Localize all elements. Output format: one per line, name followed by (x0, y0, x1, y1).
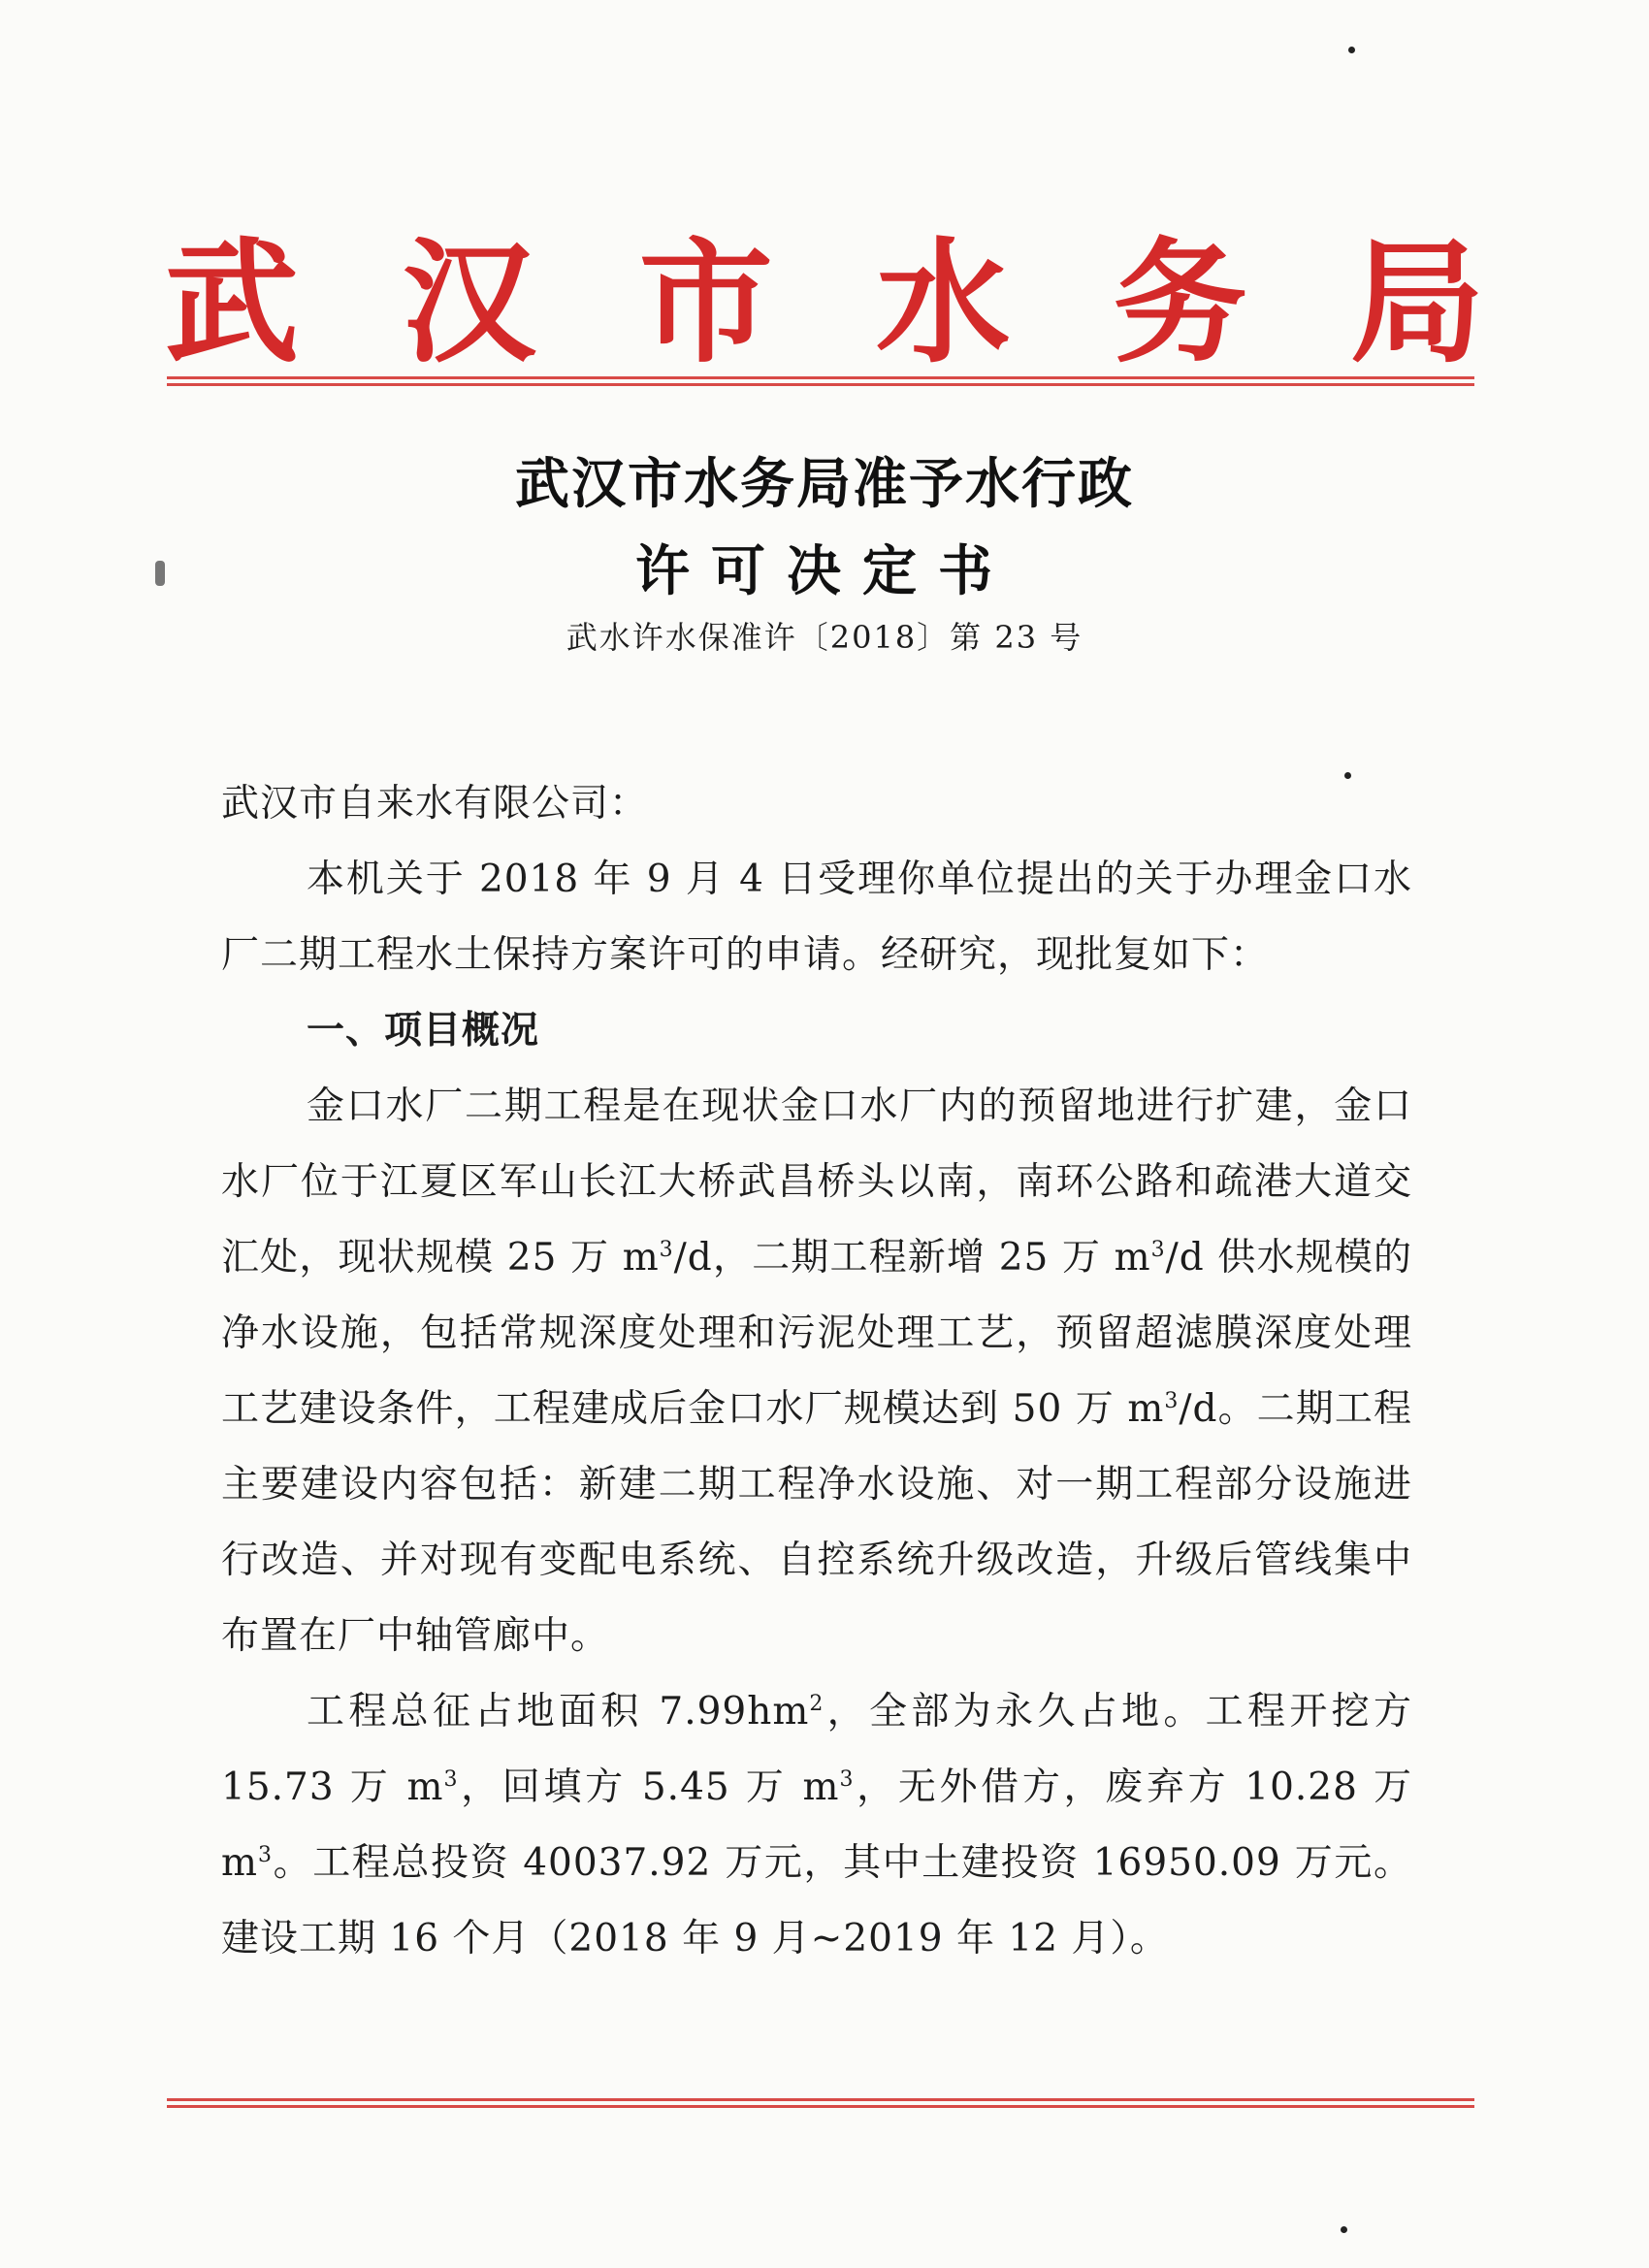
text-run: /d，二期工程新增 25 万 m (673, 1236, 1151, 1280)
letterhead-char: 市 (638, 225, 773, 381)
text-run: ，回填方 5.45 万 m (458, 1766, 840, 1809)
text-run: ，无外借方，废弃方 10.28 万 m (221, 1766, 1412, 1885)
text-run: /d。二期工程主要建设内容包括：新建二期工程净水设施、对一期工程部分设施进行改造、并对现有变配电系统、自控系统升级改造，升级后管线集中布置在厂中轴管廊中。 (221, 1387, 1412, 1658)
superscript: 3 (443, 1767, 459, 1792)
salutation: 武汉市自来水有限公司： (221, 782, 649, 826)
footer-divider (167, 2098, 1474, 2108)
letterhead-char: 汉 (402, 225, 536, 381)
letterhead-char: 局 (1349, 225, 1484, 381)
letterhead (165, 225, 1484, 381)
superscript: 3 (1150, 1238, 1166, 1262)
paragraph-project-overview (221, 1069, 1412, 1674)
text-run: 金口水厂二期工程是在现状金口水厂内的预留地进行扩建，金口水厂位于江夏区军山长江大桥武昌桥头以南，南环公路和疏港大道交汇处，现状规模 25 万 m (221, 1085, 1412, 1280)
paragraph-intro: 本机关于 2018 年 9 月 4 日受理你单位提出的关于办理金口水厂二期工程水土保持方案许可的申请。经研究，现批复如下： (221, 858, 1412, 977)
scan-speck (155, 561, 165, 586)
text-run: 工程总征占地面积 7.99hm (307, 1690, 810, 1733)
document-title-line2: 许可决定书 (635, 540, 1014, 603)
text-run: /d 供水规模的净水设施，包括常规深度处理和污泥处理工艺，预留超滤膜深度处理工艺建设条件，工程建成后金口水厂规模达到 50 万 m (221, 1236, 1412, 1431)
letterhead-divider (167, 376, 1474, 386)
document-title-line1: 武汉市水务局准予水行政 (515, 453, 1134, 516)
scan-speck (1348, 47, 1355, 53)
section-heading: 一、项目概况 (307, 1009, 540, 1053)
superscript: 2 (809, 1692, 824, 1716)
superscript: 3 (659, 1238, 674, 1262)
scan-speck (1341, 2226, 1347, 2233)
letterhead-char: 务 (1113, 225, 1247, 381)
superscript: 3 (257, 1843, 273, 1867)
superscript: 3 (839, 1767, 855, 1792)
letterhead-char: 水 (876, 225, 1011, 381)
scan-speck (1344, 772, 1351, 779)
paragraph-land-investment (221, 1674, 1412, 1977)
document-number: 武水许水保准许〔2018〕第 23 号 (566, 619, 1083, 656)
letterhead-char: 武 (165, 225, 300, 381)
text-run: 。工程总投资 40037.92 万元，其中土建投资 16950.09 万元。建设工期 16 个月（2018 年 9 月~2019 年 12 月）。 (221, 1841, 1412, 1960)
text-run: ，全部为永久占地。工程开挖方 15.73 万 m (221, 1690, 1412, 1809)
superscript: 3 (1164, 1389, 1180, 1413)
